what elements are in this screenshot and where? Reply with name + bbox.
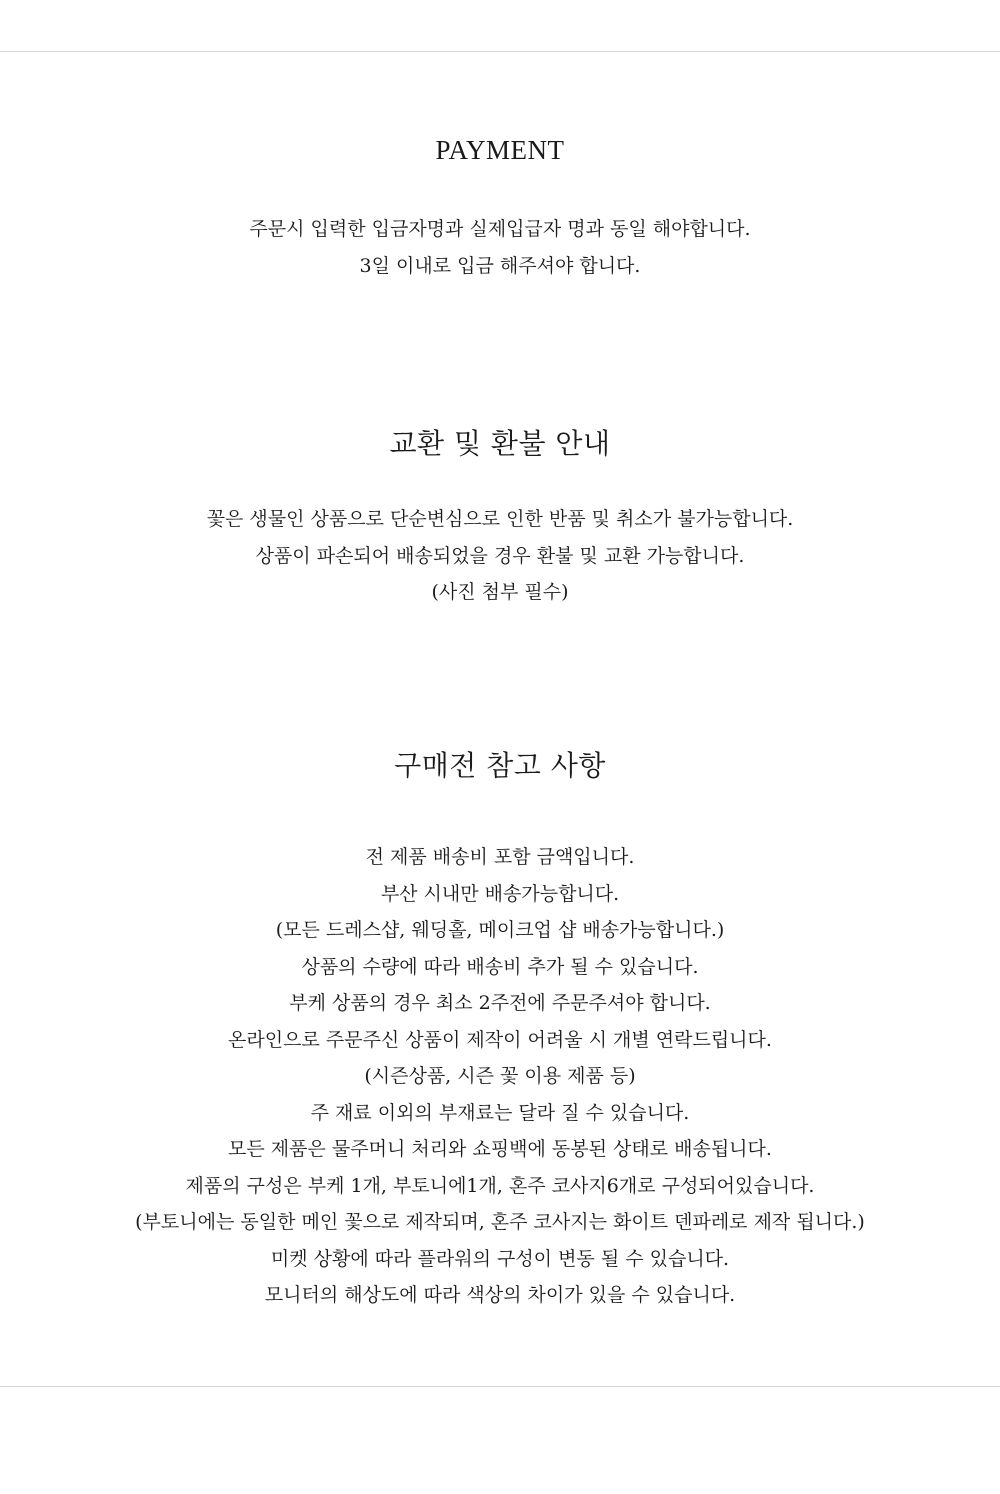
bottom-divider: [0, 1386, 1000, 1387]
note-line: 모니터의 해상도에 따라 색상의 차이가 있을 수 있습니다.: [264, 1284, 736, 1306]
payment-line: 3일 이내로 입금 해주셔야 합니다.: [359, 254, 641, 277]
note-line: 전 제품 배송비 포함 금액입니다.: [365, 846, 635, 868]
payment-info: [0, 211, 1000, 284]
note-line: (시즌상품, 시즌 꽃 이용 제품 등): [364, 1065, 636, 1087]
note-line: 부케 상품의 경우 최소 2주전에 주문주셔야 합니다.: [289, 992, 711, 1014]
pre-purchase-notes: [0, 839, 1000, 1314]
note-line: 부산 시내만 배송가능합니다.: [380, 882, 620, 905]
top-divider: [0, 51, 1000, 52]
note-line: (부토니에는 동일한 메인 꽃으로 제작되며, 혼주 코사지는 화이트 덴파레로 제작 됩니다.): [135, 1211, 865, 1233]
note-line: 상품의 수량에 따라 배송비 추가 될 수 있습니다.: [301, 955, 699, 978]
note-line: 온라인으로 주문주신 상품이 제작이 어려울 시 개별 연락드립니다.: [228, 1028, 772, 1051]
note-line: (모든 드레스샵, 웨딩홀, 메이크업 샵 배송가능합니다.): [275, 919, 725, 941]
exchange-refund-heading: 교환 및 환불 안내: [389, 427, 611, 460]
exchange-refund-info: [0, 501, 1000, 611]
note-line: 미켓 상황에 따라 플라워의 구성이 변동 될 수 있습니다.: [270, 1247, 730, 1270]
exchange-line: 꽃은 생물인 상품으로 단순변심으로 인한 반품 및 취소가 불가능합니다.: [206, 508, 794, 530]
payment-line: 주문시 입력한 입금자명과 실제입급자 명과 동일 해야합니다.: [249, 218, 751, 240]
exchange-line: 상품이 파손되어 배송되었을 경우 환불 및 교환 가능합니다.: [255, 544, 745, 567]
note-line: 제품의 구성은 부케 1개, 부토니에1개, 혼주 코사지6개로 구성되어있습니다.: [185, 1174, 815, 1197]
pre-purchase-notes-heading: 구매전 참고 사항: [394, 749, 606, 782]
note-line: 주 재료 이외의 부재료는 달라 질 수 있습니다.: [310, 1101, 690, 1124]
payment-heading: PAYMENT: [435, 135, 565, 165]
exchange-line: (사진 첨부 필수): [431, 581, 569, 603]
note-line: 모든 제품은 물주머니 처리와 쇼핑백에 동봉된 상태로 배송됩니다.: [228, 1138, 772, 1160]
